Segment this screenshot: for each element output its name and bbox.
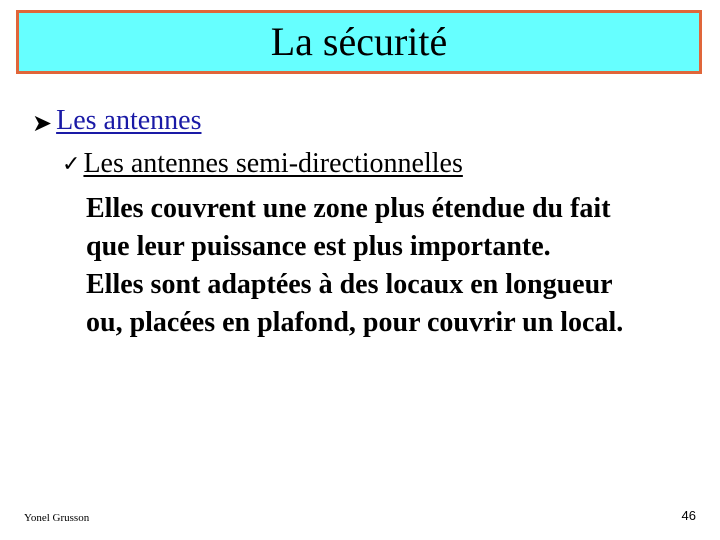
footer-author: Yonel Grusson bbox=[24, 512, 90, 524]
body-line: Elles couvrent une zone plus étendue du fait bbox=[86, 193, 611, 224]
bullet-semi-directionnelles bbox=[62, 148, 463, 180]
body-paragraph bbox=[86, 190, 716, 342]
body-line: Elles sont adaptées à des locaux en longueur bbox=[86, 269, 613, 300]
body-line: ou, placées en plafond, pour couvrir un local. bbox=[86, 307, 624, 338]
body-line: que leur puissance est plus importante. bbox=[86, 231, 551, 262]
bullet-semi-directionnelles-label: Les antennes semi-directionnelles bbox=[83, 148, 463, 179]
bullet-les-antennes bbox=[32, 105, 202, 137]
bullet-les-antennes-label: Les antennes bbox=[56, 105, 202, 136]
arrow-bullet-icon: ➤ bbox=[32, 109, 53, 137]
slide-title: La sécurité bbox=[270, 19, 448, 64]
page-number: 46 bbox=[681, 508, 696, 523]
checkmark-bullet-icon: ✓ bbox=[62, 152, 81, 177]
title-box bbox=[16, 10, 702, 74]
